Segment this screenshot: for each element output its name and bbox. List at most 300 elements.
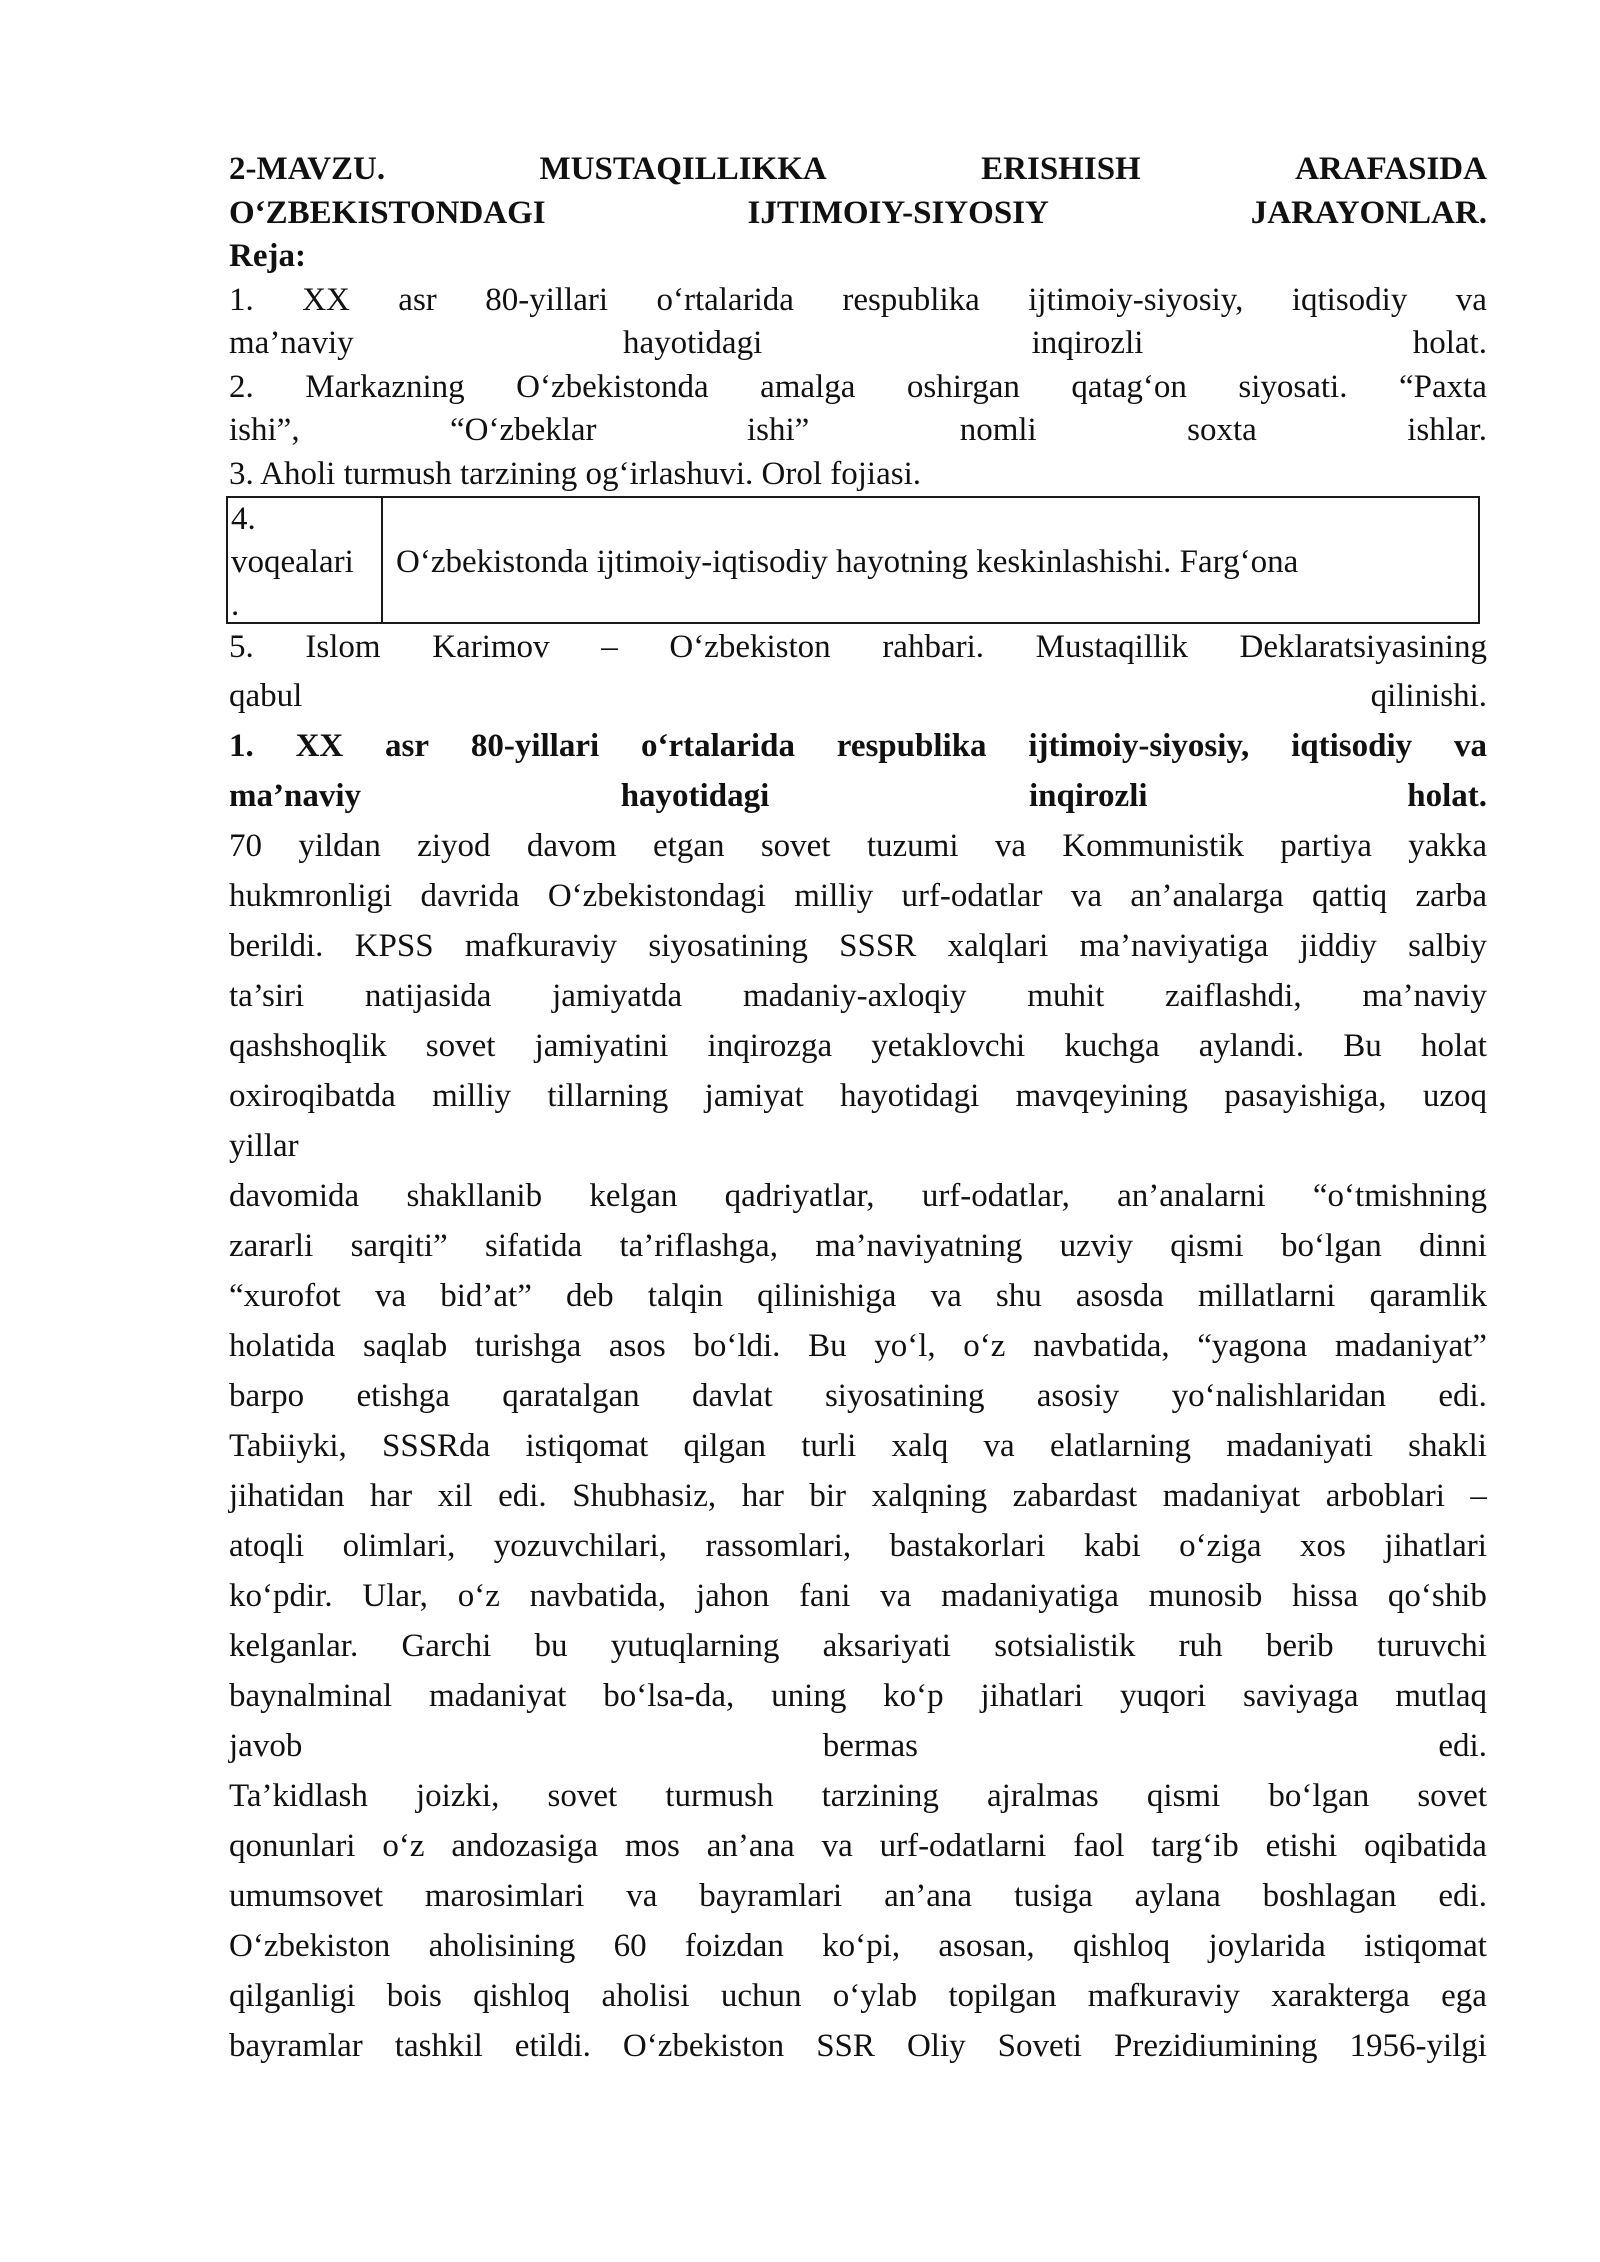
- word: madaniy-axloqiy: [742, 978, 967, 1014]
- word: fani: [799, 1578, 851, 1614]
- word: marosimlari: [424, 1878, 585, 1914]
- paragraph-2-line-15: [229, 1871, 1487, 1921]
- word: yutuqlarning: [610, 1628, 780, 1664]
- word: jamiyatda: [552, 978, 683, 1014]
- word: rahbari.: [882, 629, 985, 665]
- word: zabardast: [1012, 1478, 1138, 1514]
- word: bir: [809, 1478, 847, 1514]
- word: qilganligi: [229, 1978, 356, 2014]
- word: faol: [1073, 1828, 1125, 1864]
- word: qismi: [1170, 1228, 1244, 1264]
- word: ma’naviy: [229, 778, 361, 814]
- word: urf-odatlar: [901, 878, 1043, 914]
- word: O‘zbekiston: [669, 629, 831, 665]
- word: muhit: [1027, 978, 1105, 1014]
- word: mos: [624, 1828, 680, 1864]
- word: asosan,: [938, 1928, 1035, 1964]
- word: rassomlari,: [705, 1528, 852, 1564]
- word: qaramlik: [1369, 1278, 1487, 1314]
- word: jamiyat: [704, 1078, 804, 1114]
- word: tillarning: [547, 1078, 669, 1114]
- word: Prezidiumining: [1113, 2028, 1318, 2064]
- word: bo‘lgan: [1268, 1778, 1370, 1814]
- word: ARAFASIDA: [1295, 151, 1487, 187]
- word: ega: [1441, 1978, 1487, 2014]
- word: ma’naviy: [229, 325, 354, 361]
- word: edi.: [498, 1478, 547, 1514]
- word: SSSR: [839, 928, 917, 964]
- plan-item-4-table: [226, 496, 1480, 624]
- word: qonunlari: [229, 1828, 356, 1864]
- word: sovet: [547, 1778, 618, 1814]
- word: va: [1453, 728, 1487, 764]
- word: Islom: [305, 629, 381, 665]
- word: va: [930, 1278, 962, 1314]
- word: 80-yillari: [485, 281, 609, 318]
- word: topilgan: [948, 1978, 1057, 2014]
- document-content: [229, 148, 1487, 2071]
- word: bo‘ldi.: [693, 1328, 781, 1364]
- word: davlat: [691, 1378, 773, 1414]
- word: mafkuraviy: [464, 928, 618, 964]
- word: zaiflashdi,: [1165, 978, 1302, 1014]
- word: bo‘lgan: [1280, 1228, 1382, 1264]
- word: siyosati.: [1238, 368, 1348, 405]
- word: “O‘zbeklar: [449, 412, 597, 448]
- word: xil: [437, 1478, 473, 1514]
- word: XX: [302, 281, 350, 318]
- word: qo‘shib: [1387, 1578, 1487, 1614]
- word: o‘rtalarida: [656, 281, 794, 318]
- word: o‘rtalarida: [640, 728, 795, 764]
- word: davomida: [229, 1178, 360, 1214]
- section-1-paragraph-1-last-line: yillar: [229, 1128, 299, 1164]
- word: madaniyat”: [1334, 1328, 1487, 1364]
- word: aylandi.: [1198, 1028, 1305, 1064]
- word: o‘ziga: [1179, 1528, 1262, 1564]
- word: jihatidan: [229, 1478, 345, 1514]
- word: turishga: [474, 1328, 582, 1364]
- word: uchun: [720, 1978, 802, 2014]
- word: shu: [995, 1278, 1042, 1314]
- word: Deklaratsiyasining: [1239, 629, 1487, 665]
- word: bastakorlari: [889, 1528, 1046, 1564]
- word: saqlab: [362, 1328, 448, 1364]
- word: an’analarni: [1117, 1178, 1266, 1214]
- word: uzviy: [1059, 1228, 1133, 1264]
- word: Kommunistik: [1062, 828, 1244, 864]
- section-1-paragraph-1: [229, 821, 1487, 1121]
- word: ziyod: [417, 828, 491, 864]
- word: Bu: [808, 1328, 847, 1364]
- word: aholisining: [428, 1928, 576, 1964]
- word: deb: [566, 1278, 614, 1314]
- word: jihatlari: [1384, 1528, 1487, 1564]
- word: O‘zbekistondagi: [547, 878, 766, 914]
- word: oqibatida: [1364, 1828, 1487, 1864]
- word: istiqomat: [525, 1428, 649, 1464]
- word: SSR: [816, 2028, 875, 2064]
- paragraph-1-line-3: [229, 921, 1487, 971]
- plan-item-1-line-2: [229, 322, 1487, 366]
- word: va: [821, 1828, 853, 1864]
- word: “xurofot: [229, 1278, 341, 1314]
- word: yozuvchilari,: [493, 1528, 667, 1564]
- word: sifatida: [485, 1228, 583, 1264]
- word: 2.: [229, 368, 254, 405]
- word: kelgan: [589, 1178, 678, 1214]
- word: bo‘lsa-da,: [603, 1678, 735, 1714]
- word: atoqli: [229, 1528, 305, 1564]
- word: ko‘pi,: [822, 1928, 901, 1964]
- word: ajralmas: [987, 1778, 1099, 1814]
- plan-item-4-number: 4.: [231, 501, 256, 537]
- word: kuchga: [1064, 1028, 1160, 1064]
- paragraph-2-line-9: [229, 1571, 1487, 1621]
- word: bermas: [822, 1728, 919, 1764]
- word: qismi: [1146, 1778, 1221, 1814]
- word: bu: [534, 1628, 568, 1664]
- topic-heading-line-2: [229, 192, 1487, 236]
- word: hissa: [1292, 1578, 1359, 1614]
- word: milliy: [432, 1078, 511, 1114]
- word: qadriyatlar,: [724, 1178, 875, 1214]
- word: sotsialistik: [994, 1628, 1136, 1664]
- word: SSSRda: [382, 1428, 491, 1464]
- word: soxta: [1187, 412, 1257, 448]
- word: Tabiiyki,: [229, 1428, 347, 1464]
- word: inqirozli: [1031, 325, 1144, 361]
- word: qattiq: [1312, 878, 1388, 914]
- word: har: [741, 1478, 784, 1514]
- word: sovet: [1417, 1778, 1487, 1814]
- word: 1956-yilgi: [1349, 2028, 1487, 2064]
- word: 80-yillari: [470, 728, 600, 764]
- word: 70: [229, 828, 262, 864]
- paragraph-1-line-1: [229, 821, 1487, 871]
- paragraph-1-line-4: [229, 971, 1487, 1021]
- section-1-paragraph-2: [229, 1171, 1487, 2071]
- word: baynalminal: [229, 1678, 393, 1714]
- word: siyosatining: [824, 1378, 985, 1414]
- plan-item-2-line-2: [229, 409, 1487, 453]
- word: ko‘pdir.: [229, 1578, 333, 1614]
- paragraph-1-line-5: [229, 1021, 1487, 1071]
- word: etishga: [356, 1378, 450, 1414]
- word: joizki,: [415, 1778, 500, 1814]
- word: har: [370, 1478, 413, 1514]
- word: yo‘l,: [874, 1328, 936, 1364]
- word: bois: [386, 1978, 442, 2014]
- word: va: [983, 1428, 1015, 1464]
- paragraph-2-line-16: [229, 1921, 1487, 1971]
- word: MUSTAQILLIKKA: [539, 151, 827, 187]
- word: turuvchi: [1376, 1628, 1487, 1664]
- paragraph-2-line-14: [229, 1821, 1487, 1871]
- word: edi.: [1438, 1878, 1487, 1914]
- word: davom: [526, 828, 617, 864]
- word: tarzining: [821, 1778, 939, 1814]
- paragraph-2-line-8: [229, 1521, 1487, 1571]
- word: iqtisodiy: [1291, 281, 1408, 318]
- word: ta’siri: [229, 978, 305, 1014]
- word: elatlarning: [1049, 1428, 1192, 1464]
- word: nomli: [959, 412, 1037, 448]
- paragraph-2-line-11: [229, 1671, 1487, 1721]
- word: 5.: [229, 629, 254, 665]
- word: Shubhasiz,: [572, 1478, 717, 1514]
- word: dinni: [1419, 1228, 1487, 1264]
- word: uzoq: [1422, 1078, 1487, 1114]
- word: va: [880, 1578, 912, 1614]
- word: O‘ZBEKISTONDAGI: [229, 194, 546, 231]
- word: va: [1070, 878, 1103, 914]
- word: turmush: [665, 1778, 774, 1814]
- plan-item-3: 3. Aholi turmush tarzining og‘irlashuvi. Orol fojiasi.: [229, 455, 922, 492]
- word: olimlari,: [342, 1528, 456, 1564]
- word: hayotidagi: [620, 778, 770, 814]
- section-1-heading-line-1: [229, 721, 1487, 771]
- plan-item-4-text: O‘zbekistonda ijtimoiy-iqtisodiy hayotning keskinlashishi. Farg‘ona: [396, 544, 1299, 580]
- word: ishlar.: [1407, 412, 1487, 448]
- word: jiddiy: [1299, 928, 1377, 964]
- word: Ta’kidlash: [229, 1778, 368, 1814]
- word: 1.: [229, 281, 254, 318]
- word: kelganlar.: [229, 1628, 359, 1664]
- word: Bu: [1343, 1028, 1382, 1064]
- word: mafkuraviy: [1087, 1978, 1240, 2014]
- word: madaniyatiga: [941, 1578, 1119, 1614]
- word: mavqeyining: [1015, 1078, 1188, 1114]
- word: umumsovet: [229, 1878, 383, 1914]
- word: millatlarni: [1197, 1278, 1336, 1314]
- word: xos: [1300, 1528, 1346, 1564]
- word: urf-odatlar,: [921, 1178, 1070, 1214]
- word: va: [374, 1278, 407, 1314]
- word: yo‘nalishlaridan: [1171, 1378, 1387, 1414]
- word: qilinishi.: [1370, 678, 1487, 714]
- word: bayramlari: [699, 1878, 843, 1914]
- word: madaniyati: [1226, 1428, 1373, 1464]
- word: qatag‘on: [1071, 368, 1187, 405]
- word: asosda: [1075, 1278, 1164, 1314]
- word: etildi.: [514, 2028, 591, 2064]
- word: ijtimoiy-siyosiy,: [1028, 728, 1250, 764]
- word: KPSS: [354, 928, 434, 964]
- plan-item-4-word: voqealari: [231, 544, 354, 580]
- topic-heading-line-1: [229, 148, 1487, 192]
- word: Ular,: [362, 1578, 428, 1614]
- paragraph-2-line-3: [229, 1271, 1487, 1321]
- word: IJTIMOIY-SIYOSIY: [747, 194, 1049, 231]
- word: ma’naviyatning: [815, 1228, 1023, 1264]
- word: turli: [801, 1428, 857, 1464]
- word: joylarida: [1208, 1928, 1326, 1964]
- word: respublika: [842, 281, 980, 318]
- word: –: [1470, 1478, 1487, 1514]
- word: asosiy: [1036, 1378, 1120, 1414]
- word: davrida: [420, 878, 520, 914]
- word: an’ana: [706, 1828, 795, 1864]
- word: tashkil: [394, 2028, 483, 2064]
- word: bayramlar: [229, 2028, 363, 2064]
- word: milliy: [794, 878, 874, 914]
- word: qilinishiga: [757, 1278, 897, 1314]
- word: ko‘p: [883, 1678, 944, 1714]
- word: talqin: [647, 1278, 723, 1314]
- word: Garchi: [401, 1628, 492, 1664]
- paragraph-2-line-18: [229, 2021, 1487, 2071]
- word: ma’naviyatiga: [1079, 928, 1269, 964]
- word: holat: [1420, 1028, 1487, 1064]
- paragraph-2-line-1: [229, 1171, 1487, 1221]
- word: hayotidagi: [622, 325, 763, 361]
- paragraph-2-line-5: [229, 1371, 1487, 1421]
- word: O‘zbekiston: [229, 1928, 391, 1964]
- word: tuzumi: [866, 828, 959, 864]
- word: holat.: [1412, 325, 1487, 361]
- word: yetaklovchi: [871, 1028, 1026, 1064]
- word: xalqning: [871, 1478, 988, 1514]
- word: sovet: [760, 828, 831, 864]
- word: yakka: [1408, 828, 1487, 864]
- word: berib: [1265, 1628, 1334, 1664]
- word: 1.: [229, 728, 254, 764]
- word: barpo: [229, 1378, 305, 1414]
- word: targ‘ib: [1151, 1828, 1239, 1864]
- word: partiya: [1280, 828, 1372, 864]
- word: zarba: [1415, 878, 1487, 914]
- word: ta’riflashga,: [619, 1228, 778, 1264]
- word: hukmronligi: [229, 878, 393, 914]
- word: bid’at”: [440, 1278, 532, 1314]
- word: aholisi: [601, 1978, 690, 2014]
- paragraph-1-line-6: [229, 1071, 1487, 1121]
- word: shakli: [1408, 1428, 1487, 1464]
- word: an’analarga: [1130, 878, 1284, 914]
- paragraph-2-line-4: [229, 1321, 1487, 1371]
- word: qilgan: [683, 1428, 767, 1464]
- word: XX: [295, 728, 344, 764]
- word: ijtimoiy-siyosiy,: [1028, 281, 1244, 318]
- word: siyosatining: [648, 928, 808, 964]
- word: tusiga: [1013, 1878, 1093, 1914]
- plan-item-4-number-cell: [228, 498, 383, 622]
- paragraph-2-line-17: [229, 1971, 1487, 2021]
- word: qashshoqlik: [229, 1028, 387, 1064]
- word: “Paxta: [1398, 368, 1487, 405]
- plan-item-1-line-1: [229, 279, 1487, 323]
- word: etishi: [1265, 1828, 1338, 1864]
- word: yuqori: [1120, 1678, 1207, 1714]
- word: kabi: [1083, 1528, 1141, 1564]
- word: xarakterga: [1271, 1978, 1410, 2014]
- word: yildan: [298, 828, 381, 864]
- word: holat.: [1407, 778, 1487, 814]
- word: ishi”: [746, 412, 810, 448]
- word: an’ana: [884, 1878, 973, 1914]
- word: JARAYONLAR.: [1250, 194, 1487, 231]
- word: o‘z: [457, 1578, 500, 1614]
- word: istiqomat: [1364, 1928, 1487, 1964]
- paragraph-2-line-13: [229, 1771, 1487, 1821]
- word: Soveti: [997, 2028, 1082, 2064]
- word: asos: [608, 1328, 666, 1364]
- word: ERISHISH: [981, 151, 1141, 187]
- word: xalqlari: [947, 928, 1049, 964]
- word: zararli: [229, 1228, 314, 1264]
- word: urf-odatlarni: [879, 1828, 1047, 1864]
- word: O‘zbekistonda: [516, 368, 709, 405]
- word: o‘z: [382, 1828, 425, 1864]
- word: ma’naviy: [1362, 978, 1487, 1014]
- plan-label: Reja:: [229, 238, 306, 274]
- word: iqtisodiy: [1291, 728, 1413, 764]
- word: javob: [229, 1728, 303, 1764]
- paragraph-2-line-7: [229, 1471, 1487, 1521]
- word: asr: [398, 281, 437, 318]
- word: “o‘tmishning: [1312, 1178, 1487, 1214]
- word: foizdan: [684, 1928, 784, 1964]
- word: hayotidagi: [839, 1078, 980, 1114]
- word: madaniyat: [428, 1678, 567, 1714]
- word: Markazning: [305, 368, 465, 405]
- word: inqirozli: [1028, 778, 1148, 814]
- word: xalq: [891, 1428, 949, 1464]
- word: etgan: [653, 828, 725, 864]
- paragraph-1-line-2: [229, 871, 1487, 921]
- word: sovet: [425, 1028, 496, 1064]
- word: O‘zbekiston: [622, 2028, 785, 2064]
- word: o‘z: [963, 1328, 1006, 1364]
- word: jamiyatini: [534, 1028, 669, 1064]
- word: boshlagan: [1262, 1878, 1397, 1914]
- word: qabul: [229, 678, 303, 714]
- word: berildi.: [229, 928, 324, 964]
- plan-item-2-line-1: [229, 366, 1487, 410]
- word: qaratalgan: [502, 1378, 640, 1414]
- word: asr: [385, 728, 430, 764]
- word: uning: [771, 1678, 847, 1714]
- word: sarqiti”: [350, 1228, 448, 1264]
- word: ishi”,: [229, 412, 300, 448]
- word: ruh: [1178, 1628, 1223, 1664]
- word: salbiy: [1408, 928, 1487, 964]
- paragraph-2-line-2: [229, 1221, 1487, 1271]
- word: Oliy: [906, 2028, 966, 2064]
- word: jihatlari: [980, 1678, 1084, 1714]
- word: saviyaga: [1243, 1678, 1359, 1714]
- plan-item-4-dot: .: [231, 587, 240, 623]
- paragraph-2-line-12: [229, 1721, 1487, 1771]
- word: natijasida: [364, 978, 492, 1014]
- word: andozasiga: [451, 1828, 598, 1864]
- word: o‘ylab: [832, 1978, 918, 2014]
- word: inqirozga: [707, 1028, 833, 1064]
- paragraph-2-line-6: [229, 1421, 1487, 1471]
- word: oxiroqibatda: [229, 1078, 396, 1114]
- word: respublika: [836, 728, 987, 764]
- word: holatida: [229, 1328, 336, 1364]
- word: jahon: [695, 1578, 770, 1614]
- word: munosib: [1148, 1578, 1263, 1614]
- word: Karimov: [432, 629, 550, 665]
- word: Mustaqillik: [1035, 629, 1188, 665]
- word: oshirgan: [906, 368, 1020, 405]
- word: va: [1455, 281, 1487, 318]
- word: edi.: [1438, 1378, 1487, 1414]
- word: –: [601, 629, 618, 665]
